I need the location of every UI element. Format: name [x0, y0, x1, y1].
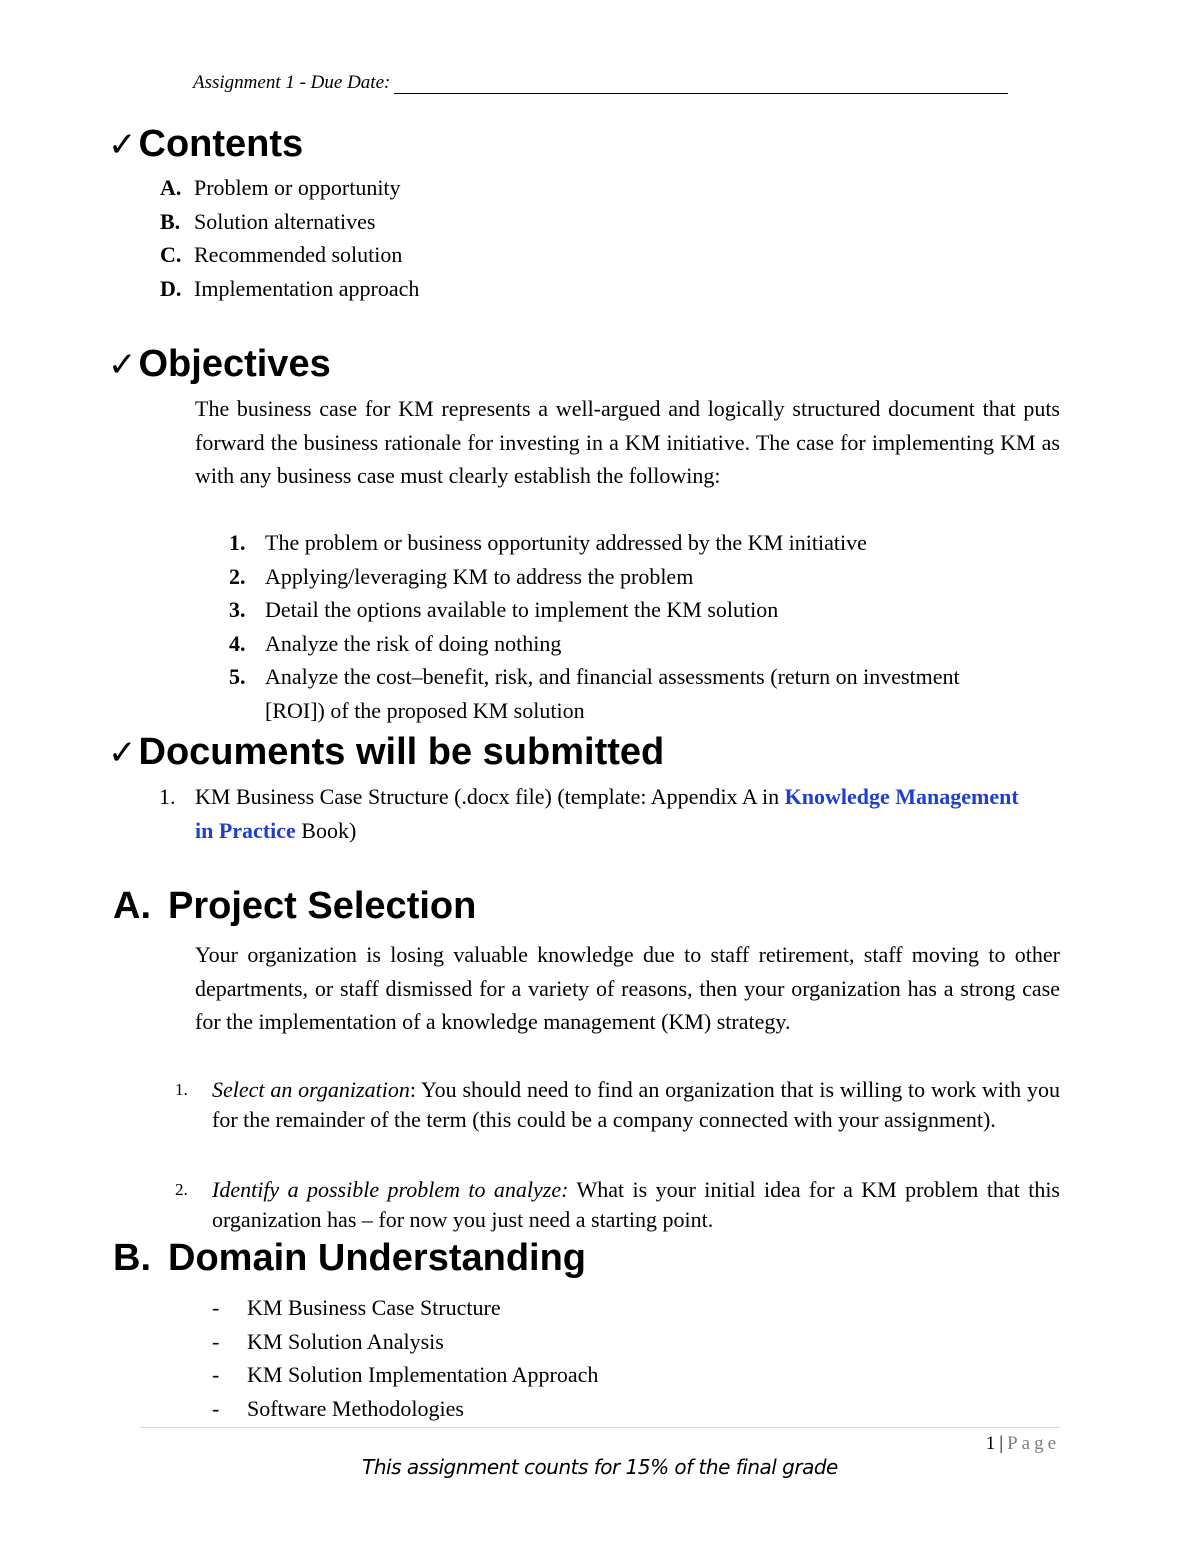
section-a-paragraph: Your organization is losing valuable knowledge due to staff retirement, staff moving to other departments, or staff dismissed for a variety of reasons, then your organization has a strong case for the implementation of a knowledge management (KM) strategy.: [195, 942, 1060, 1034]
list-item: 3. Detail the options available to implement the KM solution: [229, 597, 779, 622]
section-b-list: [212, 1291, 598, 1425]
documents-heading: ✓Documents will be submitted: [108, 731, 665, 773]
list-item: D. Implementation approach: [160, 275, 420, 301]
documents-item: 1. KM Business Case Structure (.docx file) (template: Appendix A in Knowledge Management in Practice Book): [159, 784, 1019, 843]
objectives-list: [229, 526, 1060, 727]
list-item: C. Recommended solution: [160, 242, 403, 267]
footer-note: This assignment counts for 15% of the final grade: [362, 1455, 838, 1479]
section-a-item: 2. Identify a possible problem to analyze: What is your initial idea for a KM problem that this organization has – for now you just need a starting point.: [175, 1177, 1060, 1232]
list-item: 1. The problem or business opportunity addressed by the KM initiative: [229, 530, 867, 555]
list-item: - KM Business Case Structure: [212, 1295, 501, 1320]
contents-list: [160, 171, 419, 305]
section-a-item: 1. Select an organization: You should need to find an organization that is willing to work with you for the remainder of the term (this could be a company connected with your assignment).: [175, 1077, 1060, 1132]
section-b-heading: B. Domain Understanding: [113, 1237, 587, 1279]
objectives-paragraph: The business case for KM represents a well-argued and logically structured document that puts forward the business rationale for investing in a KM initiative. The case for implementing KM as with any business case must clearly establish the following:: [195, 396, 1060, 488]
section-a-heading: A. Project Selection: [113, 885, 477, 927]
header: [193, 72, 1008, 94]
footer-divider: [140, 1427, 1060, 1428]
list-item: - Software Methodologies: [212, 1395, 464, 1421]
list-item: 2. Applying/leveraging KM to address the problem: [229, 563, 694, 589]
due-date-blank-line: [394, 75, 1008, 94]
checkmark-icon: ✓: [108, 733, 137, 773]
header-text: Assignment 1 - Due Date:: [193, 72, 391, 93]
checkmark-icon: ✓: [108, 125, 137, 165]
list-item: 4. Analyze the risk of doing nothing: [229, 630, 562, 656]
objectives-heading: ✓Objectives: [108, 343, 331, 385]
list-item: 5. Analyze the cost–benefit, risk, and financial assessments (return on investment [ROI]) of the proposed KM solution: [229, 664, 960, 723]
book-link[interactable]: Knowledge Management in Practice: [195, 784, 1019, 843]
list-item: - KM Solution Analysis: [212, 1328, 444, 1354]
page-number: 1 | Page: [985, 1433, 1060, 1454]
contents-heading: ✓Contents: [108, 123, 304, 165]
list-item: - KM Solution Implementation Approach: [212, 1362, 599, 1387]
checkmark-icon: ✓: [108, 345, 137, 385]
list-item: A. Problem or opportunity: [160, 175, 401, 200]
list-item: B. Solution alternatives: [160, 208, 376, 234]
